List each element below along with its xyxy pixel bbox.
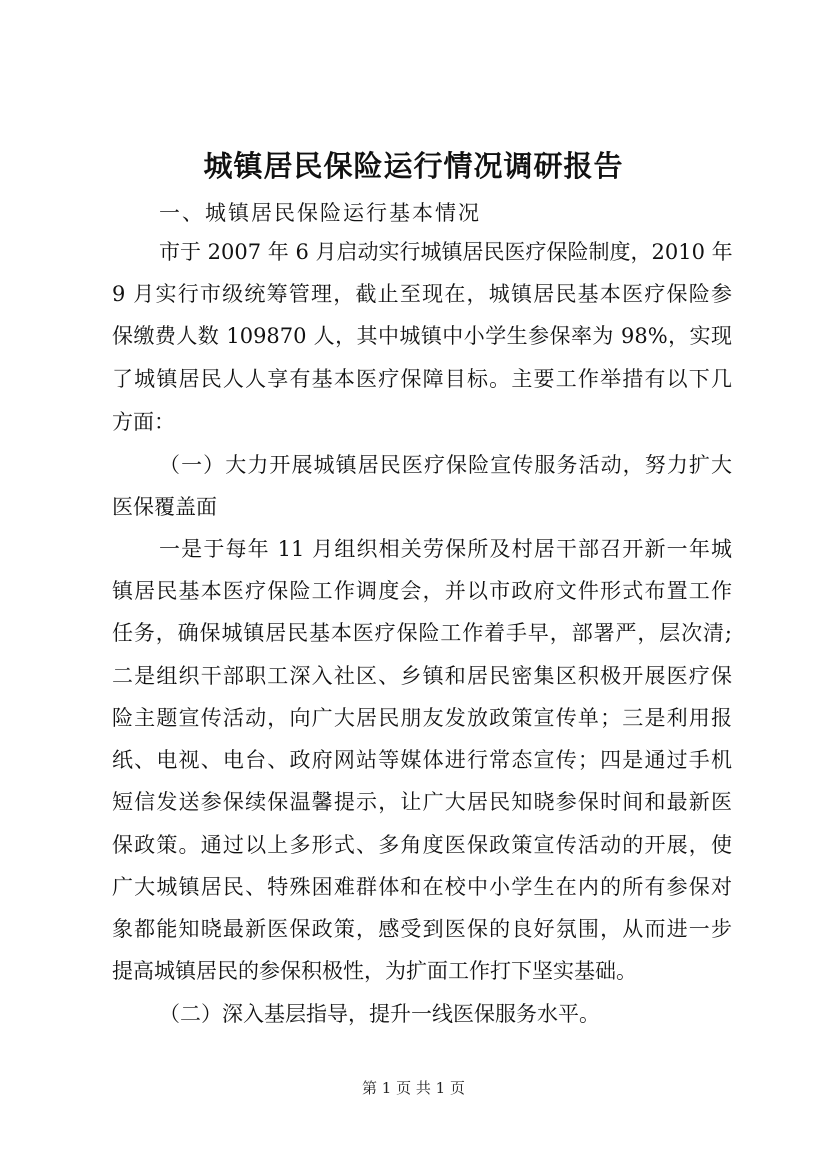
paragraph-1-line: 方面： [112, 410, 175, 434]
paragraph-2-line: 短信发送参保续保温馨提示，让广大居民知晓参保时间和最新医 [112, 790, 732, 814]
page-footer: 第 1 页 共 1 页 [362, 1079, 465, 1097]
paragraph-2-line: 象都能知晓最新医保政策，感受到医保的良好氛围，从而进一步 [112, 917, 732, 941]
paragraph-1-line: 保缴费人数 109870 人，其中城镇中小学生参保率为 98%，实现 [112, 324, 732, 348]
paragraph-2-line: 广大城镇居民、特殊困难群体和在校中小学生在内的所有参保对 [112, 875, 732, 899]
paragraph-1-line: 市于 2007 年 6 月启动实行城镇居民医疗保险制度，2010 年 [159, 240, 733, 264]
paragraph-2-line: 任务，确保城镇居民基本医疗保险工作着手早，部署严，层次清; [112, 621, 732, 645]
paragraph-2-line: 保政策。通过以上多形式、多角度医保政策宣传活动的开展，使 [112, 833, 732, 857]
section-heading-1: 一、城镇居民保险运行基本情况 [159, 201, 481, 225]
paragraph-2-line: 二是组织干部职工深入社区、乡镇和居民密集区积极开展医疗保 [112, 664, 732, 688]
subsection-heading-1-line: 医保覆盖面 [112, 495, 217, 519]
subsection-heading-1-line: （一）大力开展城镇居民医疗保险宣传服务活动，努力扩大 [159, 453, 732, 477]
paragraph-1-line: 9 月实行市级统筹管理，截止至现在，城镇居民基本医疗保险参 [112, 282, 732, 306]
paragraph-2-line: 镇居民基本医疗保险工作调度会，并以市政府文件形式布置工作 [112, 579, 732, 603]
paragraph-1-line: 了城镇居民人人享有基本医疗保障目标。主要工作举措有以下几 [112, 367, 732, 391]
paragraph-2-line: 险主题宣传活动，向广大居民朋友发放政策宣传单；三是利用报 [112, 706, 732, 730]
paragraph-2-line: 纸、电视、电台、政府网站等媒体进行常态宣传；四是通过手机 [112, 748, 732, 772]
paragraph-2-line: 一是于每年 11 月组织相关劳保所及村居干部召开新一年城 [159, 537, 732, 561]
subsection-heading-2: （二）深入基层指导，提升一线医保服务水平。 [159, 1002, 600, 1026]
paragraph-2-line: 提高城镇居民的参保积极性，为扩面工作打下坚实基础。 [112, 959, 637, 983]
document-title: 城镇居民保险运行情况调研报告 [203, 149, 624, 183]
